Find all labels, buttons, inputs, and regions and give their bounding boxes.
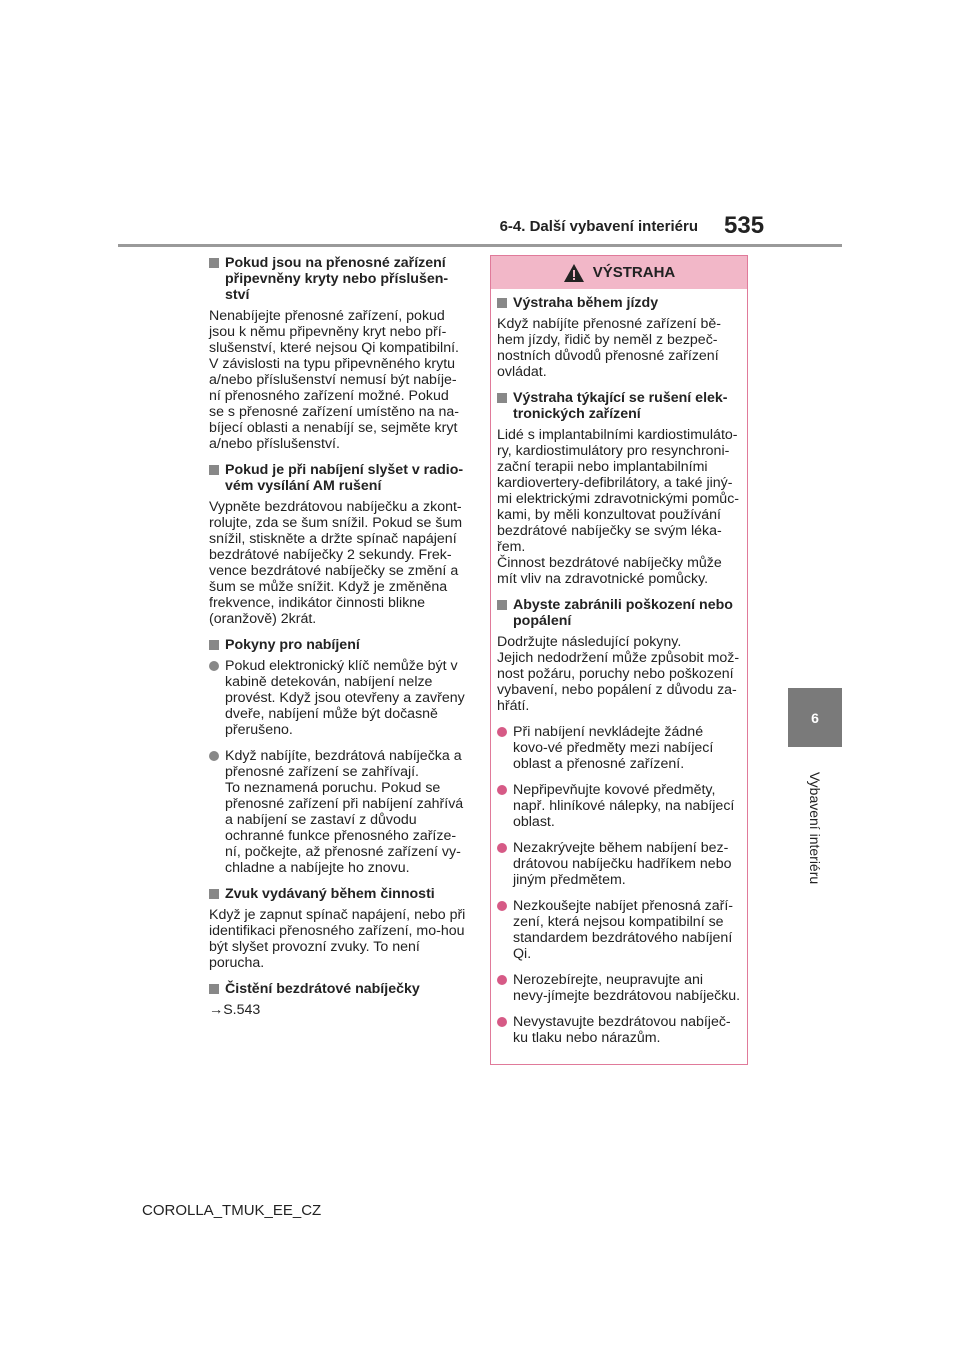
section-heading-text: Pokyny pro nabíjení [225,637,360,653]
square-bullet-icon [497,393,507,403]
header-divider [118,244,842,247]
chapter-number: 6 [811,709,819,726]
section-heading-text: Pokud jsou na přenosné zařízení připevněny kryty nebo příslušen-ství [225,255,449,303]
circle-bullet-icon [497,1017,507,1027]
section-heading [497,295,741,311]
square-bullet-icon [209,984,219,994]
warning-body [491,289,747,1046]
square-bullet-icon [209,258,219,268]
section-title: 6-4. Další vybavení interiéru [499,218,698,235]
circle-bullet-icon [497,785,507,795]
list-item-text: Nezkoušejte nabíjet přenosná zaří-zení, která nejsou kompatibilní se standardem bezdrátového nabíjení Qi. [513,898,734,962]
paragraph-text: Když nabíjíte přenosné zařízení bě-hem jízdy, řidič by neměl z bezpeč-nostních důvodů přenosné zařízení ovládat. [497,316,721,380]
paragraph [497,427,741,587]
square-bullet-icon [497,298,507,308]
list-item-text: Nepřipevňujte kovové předměty, např. hliníkové nálepky, na nabíjecí oblast. [513,782,735,830]
section-heading-text: Výstraha týkající se rušení elek-tronických zařízení [513,390,728,422]
left-column [209,255,467,1028]
paragraph [209,907,467,971]
section-heading [209,637,467,653]
warning-box [490,255,748,1065]
chapter-label [775,760,855,890]
list-item-text: Nerozebírejte, neupravujte ani nevy-jímejte bezdrátovou nabíječku. [513,972,741,1004]
list-item-text: Pokud elektronický klíč nemůže být v kabině detekován, nabíjení nelze provést. Když jsou otevřeny a zavřeny dveře, nabíjení může být dočasně přerušeno. [225,658,465,738]
section-heading [209,255,467,303]
list-item [497,1014,741,1046]
warning-header [491,256,747,289]
list-item-text: Při nabíjení nevkládejte žádné kovo-vé předměty mezi nabíjecí oblast a přenosné zařízení. [513,724,714,772]
section-heading [209,462,467,494]
section-heading [497,597,741,629]
list-item [497,898,741,962]
chapter-tab [788,688,842,747]
list-item [497,840,741,888]
page-number: 535 [724,212,765,239]
paragraph [209,499,467,627]
section-heading [209,886,467,902]
warning-title: VÝSTRAHA [592,263,676,281]
circle-bullet-icon [497,727,507,737]
section-heading-text: Pokud je při nabíjení slyšet v radio-vém vysílání AM rušení [225,462,464,494]
list-item-text: Když nabíjíte, bezdrátová nabíječka a přenosné zařízení se zahřívají. To neznamená poruchu. Pokud se přenosné zařízení při nabíjení zahřívá a nabíjení se zastaví z důvodu ochranné funkce přenosného zaříze-ní, počkejte, až přenosné zařízení vy-chladne a nabíjejte ho znovu. [225,748,464,876]
paragraph-text: Vypněte bezdrátovou nabíječku a zkont-rolujte, zda se šum snížil. Pokud se šum snížil, stiskněte a držte spínač napájení bezdrátové nabíječky 2 sekundy. Frek-vence bezdrátové nabíječky se změní a šum se může snížit. Když je změněna frekvence, indikátor činnosti blikne (oranžově) 2krát. [209,499,463,627]
paragraph-text: Když je zapnut spínač napájení, nebo při identifikaci přenosného zařízení, mo-hou být slyšet provozní zvuky. To není porucha. [209,907,466,971]
paragraph [209,308,467,452]
section-heading-text: Abyste zabránili poškození nebo popálení [513,597,733,629]
paragraph [209,1002,467,1018]
warning-triangle-icon [563,263,585,283]
list-item [497,782,741,830]
list-item [497,972,741,1004]
section-heading-text: Zvuk vydávaný během činnosti [225,886,435,902]
square-bullet-icon [209,889,219,899]
list-item [497,724,741,772]
list-item [209,748,467,876]
list-item-text: Nezakrývejte během nabíjení bez-drátovou nabíječku hadříkem nebo jiným předmětem. [513,840,732,888]
circle-bullet-icon [497,843,507,853]
square-bullet-icon [209,465,219,475]
paragraph-text: Dodržujte následující pokyny. Jejich nedodržení může způsobit mož-nost požáru, poruchy nebo poškození vybavení, nebo popálení z důvodu za-hřátí. [497,634,740,714]
paragraph [497,634,741,714]
list-item [209,658,467,738]
square-bullet-icon [209,640,219,650]
circle-bullet-icon [209,751,219,761]
document-code: COROLLA_TMUK_EE_CZ [142,1202,322,1219]
circle-bullet-icon [497,975,507,985]
section-heading-text: Čistění bezdrátové nabíječky [225,981,420,997]
section-heading-text: Výstraha během jízdy [513,295,659,311]
paragraph-text: Lidé s implantabilními kardiostimuláto-ry, kardiostimulátory pro resynchroni-zační terapii nebo implantabilními kardiovertery-defibrilátory, a také jiný-mi elektrickými zdravotnickými pomůc-kami, by měli konzultovat používání bezdrátové nabíječky se svým léka-řem. Činnost bezdrátové nabíječky může mít vliv na zdravotnické pomůcky. [497,427,740,587]
list-item-text: Nevystavujte bezdrátovou nabíječ-ku tlaku nebo nárazům. [513,1014,731,1046]
circle-bullet-icon [497,901,507,911]
square-bullet-icon [497,600,507,610]
section-heading [497,390,741,422]
chapter-label-text: Vybavení interiéru [807,771,824,885]
paragraph-text: →S.543 [209,1002,261,1018]
paragraph [497,316,741,380]
paragraph-text: Nenabíjejte přenosné zařízení, pokud jsou k němu připevněny kryt nebo pří-slušenství, které nejsou Qi kompatibilní. V závislosti na typu připevněného krytu a/nebo příslušenství nemusí být nabíje-ní přenosného zařízení možné. Pokud se s přenosné zařízení umístěno na na-bíjecí oblasti a nenabíjí se, sejměte kryt a/nebo příslušenství. [209,308,459,452]
circle-bullet-icon [209,661,219,671]
section-heading [209,981,467,997]
